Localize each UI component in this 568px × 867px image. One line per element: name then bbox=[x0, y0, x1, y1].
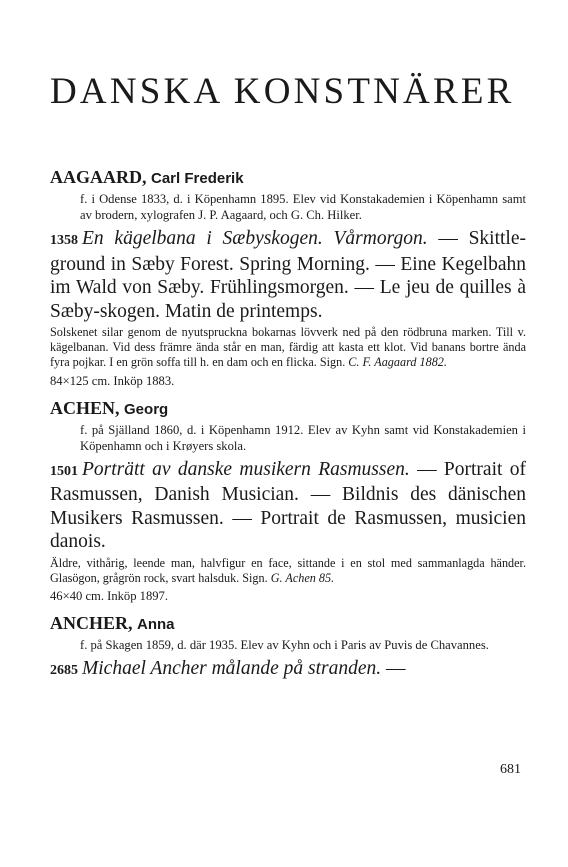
catalogue-entries bbox=[50, 166, 526, 683]
artist-given-name: Carl Frederik bbox=[151, 170, 244, 187]
artist-surname: ANCHER, bbox=[50, 613, 133, 634]
artist-bio: f. på Själland 1860, d. i Köpenhamn 1912. Elev av Kyhn samt vid Konstakademien i Köpenhamn och i Krøyers skola. bbox=[80, 422, 526, 453]
work-number: 1358 bbox=[50, 233, 78, 248]
work-title-translations: — bbox=[381, 658, 406, 680]
work-title-swedish: Porträtt av danske musikern Rasmussen. bbox=[82, 458, 410, 480]
work-title bbox=[50, 657, 526, 683]
work-title-swedish: Michael Ancher målande på stranden. bbox=[82, 658, 382, 680]
artist-bio: f. på Skagen 1859, d. där 1935. Elev av Kyhn och i Paris av Puvis de Chavannes. bbox=[80, 638, 489, 653]
work-signature: G. Achen 85. bbox=[270, 570, 335, 585]
artist-bio: f. i Odense 1833, d. i Köpenhamn 1895. Elev vid Konstakademien i Köpenhamn samt av brodern, xylografen J. P. Aagaard, och G. Ch. Hilker. bbox=[80, 192, 526, 222]
artist-heading bbox=[50, 612, 526, 636]
work-description bbox=[50, 556, 526, 586]
work-title bbox=[50, 227, 526, 323]
work-description-text: Äldre, vithårig, leende man, halvfigur en face, sittande i en stol med sammanlagda händer. Glasögon, grågrön rock, svart halsduk. Sign. bbox=[50, 555, 526, 585]
work-description-text: Solskenet silar genom de nyutspruckna bokarnas lövverk ned på den rödbruna marken. Till v. kägelbanan. Vid dess främre ända står en man, färdig att kasta ett klot. Vid banans bortre ända fyra pojkar. I en grön soffa till h. en dam och en flicka. Sign. bbox=[50, 325, 526, 370]
work-title-translations: — Skittle-ground in Sæby Forest. Spring Morning. — Eine Kegelbahn im Wald von Sæby. Frühlingsmorgen. — Le jeu de quilles à Sæby-skogen. Matin de printemps. bbox=[50, 228, 526, 322]
work-title bbox=[50, 458, 526, 554]
page-title: DANSKA KONSTNÄRER bbox=[50, 71, 515, 112]
work-signature: C. F. Aagaard 1882. bbox=[348, 355, 447, 370]
work-dimensions: 46×40 cm. Inköp 1897. bbox=[50, 589, 168, 604]
artist-given-name: Georg bbox=[124, 400, 169, 418]
artist-heading bbox=[50, 397, 526, 421]
artist-heading bbox=[50, 166, 526, 190]
work-dimensions: 84×125 cm. Inköp 1883. bbox=[50, 373, 175, 388]
artist-surname: ACHEN, bbox=[50, 397, 120, 418]
work-number: 1501 bbox=[50, 463, 78, 479]
artist-surname: AAGAARD, bbox=[50, 167, 147, 187]
work-description bbox=[50, 325, 526, 371]
page-number: 681 bbox=[500, 762, 521, 777]
work-number: 2685 bbox=[50, 663, 78, 679]
work-title-swedish: En kägelbana i Sæbyskogen. Vårmorgon. bbox=[82, 228, 428, 249]
work-title-translations: — Portrait of Rasmussen, Danish Musician. — Bildnis des dänischen Musikers Rasmussen. — Portrait de Rasmussen, musicien danois. bbox=[50, 458, 526, 553]
artist-given-name: Anna bbox=[137, 616, 175, 634]
